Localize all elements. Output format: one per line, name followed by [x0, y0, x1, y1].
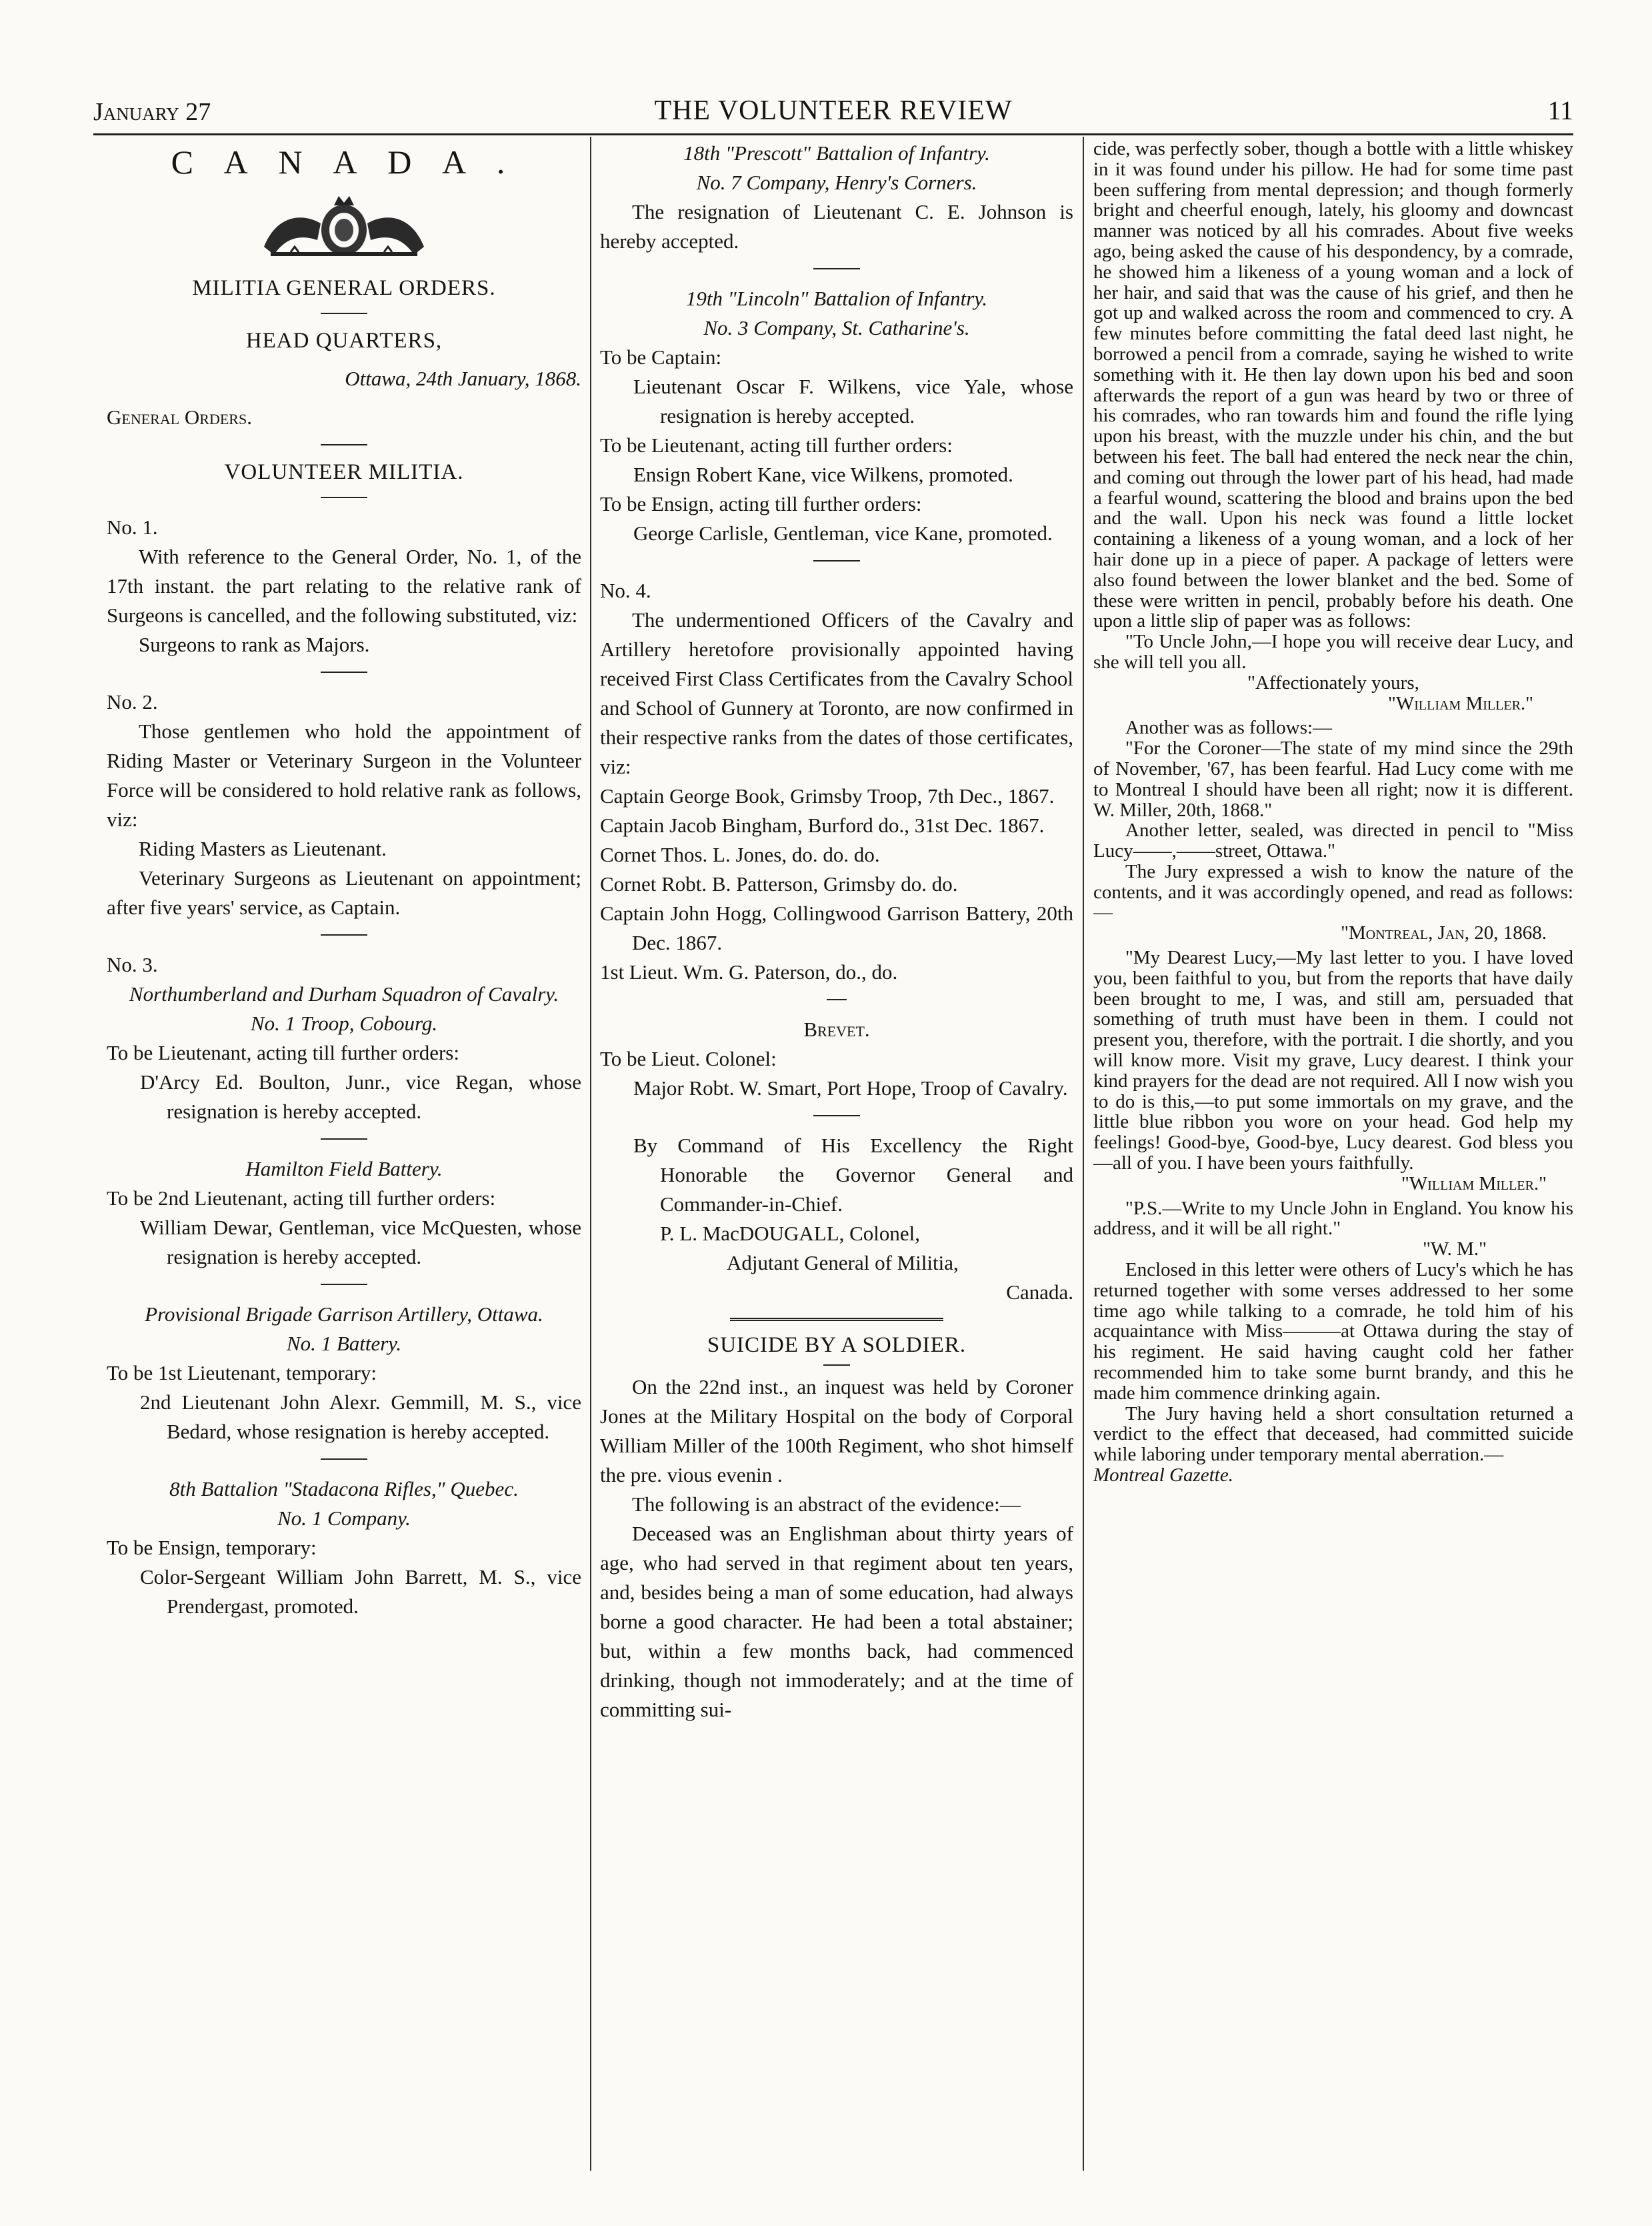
- article-source: Montreal Gazette.: [1093, 1464, 1233, 1486]
- divider: [321, 1138, 367, 1140]
- unit-heading: 8th Battalion "Stadacona Rifles," Quebec.: [169, 1477, 519, 1500]
- letter-closing: "Affectionately yours,: [1247, 672, 1419, 694]
- letter-signature: "William Miller.": [1388, 692, 1533, 714]
- officer-entry: Captain John Hogg, Collingwood Garrison Battery, 20th Dec. 1867.: [600, 902, 1073, 954]
- appointee: Lieutenant Oscar F. Wilkens, vice Yale, whose resignation is hereby accepted.: [633, 375, 1073, 427]
- letter-text: "For the Coroner—The state of my mind since the 29th of November, '67, has been fearful. Had Lucy come with me to Montreal I should have been all right; now it is different. W. Miller, 20th, 1868.": [1093, 738, 1573, 821]
- article-paragraph: Another was as follows:—: [1125, 717, 1333, 739]
- order-number: No. 1.: [107, 515, 158, 539]
- command-line: By Command of His Excellency the Right Honorable the Governor General and Commander-in-Chief.: [633, 1134, 1073, 1216]
- militia-orders-heading: MILITIA GENERAL ORDERS.: [192, 276, 496, 300]
- appointment-line: To be Lieutenant, acting till further orders:: [107, 1041, 459, 1064]
- volunteer-militia-heading: VOLUNTEER MILITIA.: [224, 460, 464, 484]
- appointment-line: To be 1st Lieutenant, temporary:: [107, 1361, 377, 1384]
- order-number: No. 4.: [600, 579, 651, 602]
- officer-entry: Cornet Robt. B. Patterson, Grimsby do. do.: [600, 872, 958, 896]
- header-date: January 27: [93, 98, 211, 126]
- column-3: [1093, 139, 1573, 2166]
- unit-heading: 18th "Prescott" Battalion of Infantry.: [683, 141, 990, 165]
- article-headline: SUICIDE BY A SOLDIER.: [707, 1333, 967, 1357]
- appointment-line: To be Ensign, temporary:: [107, 1536, 317, 1559]
- column-1: [107, 139, 581, 2159]
- article-paragraph: The following is an abstract of the evidence:—: [632, 1492, 1021, 1516]
- order-number: No. 2.: [107, 690, 158, 714]
- order-text: The undermentioned Officers of the Cavalry and Artillery heretofore provisionally appointed having received First Class Certificates from the Cavalry School and School of Gunnery at Toronto, are now confirmed in their respective ranks from the dates of those certificates, viz:: [600, 608, 1073, 778]
- order-text: The resignation of Lieutenant C. E. Johnson is hereby accepted.: [600, 200, 1073, 253]
- divider: [813, 560, 860, 562]
- divider: [321, 672, 367, 673]
- royal-crest-icon: [251, 193, 437, 260]
- dateline: Ottawa, 24th January, 1868.: [345, 367, 581, 390]
- appointee: 2nd Lieutenant John Alexr. Gemmill, M. S., vice Bedard, whose resignation is hereby accepted.: [140, 1390, 581, 1443]
- officer-entry: 1st Lieut. Wm. G. Paterson, do., do.: [600, 960, 898, 984]
- general-orders-label: General Orders.: [107, 405, 252, 429]
- column-rule-1: [590, 137, 591, 2171]
- unit-subheading: No. 3 Company, St. Catharine's.: [703, 316, 970, 339]
- divider: [321, 444, 367, 445]
- officer-entry: Cornet Thos. L. Jones, do. do. do.: [600, 843, 880, 866]
- divider: [321, 934, 367, 936]
- order-text: Those gentlemen who hold the appointment of Riding Master or Veterinary Surgeon in the Volunteer Force will be considered to hold relative rank as follows, viz:: [107, 720, 581, 831]
- unit-subheading: No. 7 Company, Henry's Corners.: [696, 171, 977, 194]
- unit-heading: Provisional Brigade Garrison Artillery, Ottawa.: [145, 1302, 543, 1326]
- letter-signature: "William Miller.": [1401, 1172, 1547, 1194]
- appointee: Ensign Robert Kane, vice Wilkens, promoted.: [633, 463, 1013, 486]
- officer-entry: Captain George Book, Grimsby Troop, 7th Dec., 1867.: [600, 784, 1055, 808]
- unit-subheading: No. 1 Company.: [277, 1506, 411, 1530]
- divider: [321, 497, 367, 498]
- column-2: [600, 139, 1073, 2159]
- signature-place: Canada.: [1006, 1280, 1073, 1304]
- header-page-number: 11: [1547, 95, 1573, 125]
- appointment-line: To be Ensign, acting till further orders:: [600, 492, 922, 515]
- appointment-line: To be Captain:: [600, 345, 722, 369]
- unit-heading: Northumberland and Durham Squadron of Cavalry.: [129, 982, 559, 1006]
- article-paragraph: Enclosed in this letter were others of Lucy's which he has returned together with some verses addressed to her some time ago while talking to a comrade, he told him of his acquaintance with Miss———at Ottawa during the stay of his regiment. He said having caught cold her father recommended him to take some burnt brandy, and this he made him commence drinking again.: [1093, 1259, 1573, 1404]
- appointee: Color-Sergeant William John Barrett, M. S., vice Prendergast, promoted.: [140, 1565, 581, 1618]
- header-title: THE VOLUNTEER REVIEW: [654, 95, 1013, 126]
- article-paragraph: Another letter, sealed, was directed in pencil to "Miss Lucy——,——street, Ottawa.": [1093, 820, 1573, 862]
- unit-subheading: No. 1 Battery.: [286, 1332, 402, 1355]
- unit-subheading: No. 1 Troop, Cobourg.: [250, 1012, 438, 1035]
- unit-heading: Hamilton Field Battery.: [245, 1157, 443, 1180]
- letter-initials: "W. M.": [1423, 1238, 1487, 1260]
- order-number: No. 3.: [107, 953, 158, 976]
- signature-name: P. L. MacDOUGALL, Colonel,: [660, 1222, 921, 1245]
- appointee: William Dewar, Gentleman, vice McQuesten, whose resignation is hereby accepted.: [140, 1216, 581, 1268]
- divider: [813, 268, 860, 269]
- order-text: With reference to the General Order, No. 1, of the 17th instant. the part relating to the relative rank of Surgeons is cancelled, and the following substituted, viz:: [107, 545, 581, 627]
- appointment-line: To be Lieutenant, acting till further orders:: [600, 433, 953, 457]
- letter-postscript: "P.S.—Write to my Uncle John in England. You know his address, and it will be all right.": [1093, 1197, 1573, 1240]
- divider: [321, 1458, 367, 1460]
- divider: [827, 999, 847, 1000]
- appointee: George Carlisle, Gentleman, vice Kane, promoted.: [633, 521, 1053, 545]
- order-subitem: Surgeons to rank as Majors.: [139, 633, 370, 656]
- appointment-line: To be 2nd Lieutenant, acting till further orders:: [107, 1186, 496, 1210]
- divider: [321, 313, 367, 314]
- divider: [823, 1364, 850, 1366]
- officer-entry: Captain Jacob Bingham, Burford do., 31st Dec. 1867.: [600, 814, 1045, 837]
- order-subitem: Riding Masters as Lieutenant.: [139, 837, 387, 860]
- signature-title: Adjutant General of Militia,: [727, 1251, 959, 1274]
- headquarters-heading: HEAD QUARTERS,: [245, 329, 443, 353]
- order-subitem: Veterinary Surgeons as Lieutenant on appointment; after five years' service, as Captain.: [107, 866, 581, 919]
- article-paragraph: Deceased was an Englishman about thirty years of age, who had served in that regiment about ten years, and, besides being a man of some education, had always borne a good character. He had been a total abstainer; but, within a few months back, had commenced drinking, though not immoderately; and at the time of committing sui-: [600, 1522, 1073, 1721]
- divider: [813, 1115, 860, 1116]
- letter-text: "My Dearest Lucy,—My last letter to you. I have loved you, been faithful to you, but from the reports that have daily been brought to me, I was, and still am, persuaded that something of truth must have been in them. I could not present you, therefore, with the portrait. I die shortly, and you will know more. Visit my grave, Lucy dearest. I think your kind prayers for the dead are not required. All I now wish you to do is this,—to put some immortals on my grave, and the little blue ribbon you wore on your head. God help my feelings! Good-bye, Good-bye, Lucy dearest. God bless you—all of you. I have been yours faithfully.: [1093, 947, 1573, 1174]
- canada-heading: C A N A D A .: [171, 143, 517, 181]
- article-paragraph: The Jury expressed a wish to know the nature of the contents, and it was accordingly opened, and read as follows:—: [1093, 860, 1573, 924]
- page-header: [93, 92, 1573, 135]
- column-rule-2: [1083, 137, 1084, 2171]
- appointee: D'Arcy Ed. Boulton, Junr., vice Regan, whose resignation is hereby accepted.: [140, 1070, 581, 1123]
- double-rule: [730, 1318, 943, 1322]
- article-paragraph: The Jury having held a short consultation returned a verdict to the effect that deceased, had committed suicide while laboring under temporary mental aberration.—: [1093, 1402, 1573, 1466]
- letter-text: "To Uncle John,—I hope you will receive dear Lucy, and she will tell you all.: [1093, 631, 1573, 673]
- brevet-heading: Brevet.: [803, 1018, 870, 1041]
- appointment-line: To be Lieut. Colonel:: [600, 1047, 777, 1070]
- unit-heading: 19th "Lincoln" Battalion of Infantry.: [685, 287, 988, 310]
- article-paragraph: On the 22nd inst., an inquest was held by Coroner Jones at the Military Hospital on the body of Corporal William Miller of the 100th Regiment, who shot himself the pre. vious evenin .: [600, 1375, 1073, 1486]
- appointee: Major Robt. W. Smart, Port Hope, Troop of Cavalry.: [633, 1076, 1068, 1100]
- article-paragraph: cide, was perfectly sober, though a bottle with a little whiskey in it was found under his pillow. He had for some time past been suffering from mental depression; and though formerly bright and cheerful enough, lately, his gloomy and downcast manner was noticed by all his comrades. About five weeks ago, being asked the cause of his despondency, by a comrade, he showed him a likeness of a young woman and a lock of her hair, and said that was the cause of his grief, and then he got up and walked across the room and commenced to cry. A few minutes before committing the fatal deed last night, he borrowed a pencil from a comrade, saying he wished to write something with it. He then lay down upon his bed and soon afterwards the report of a gun was heard by two or three of his comrades, who ran towards him and found the rifle lying upon his breast, with the muzzle under his chin, and the but between his feet. The ball had entered the neck near the chin, and coming out through the lower part of his head, had made a fearful wound, scattering the blood and brains upon the bed and the wall. Upon his neck was found a little locket containing a likeness of a young woman, and a lock of her hair done up in a piece of paper. A package of letters were also found between the lower blanket and the bed. Some of these were written in pencil, probably before his death. One upon a little slip of paper was as follows:: [1093, 139, 1573, 632]
- letter-heading: "Montreal, Jan, 20, 1868.: [1341, 922, 1547, 944]
- divider: [321, 1284, 367, 1285]
